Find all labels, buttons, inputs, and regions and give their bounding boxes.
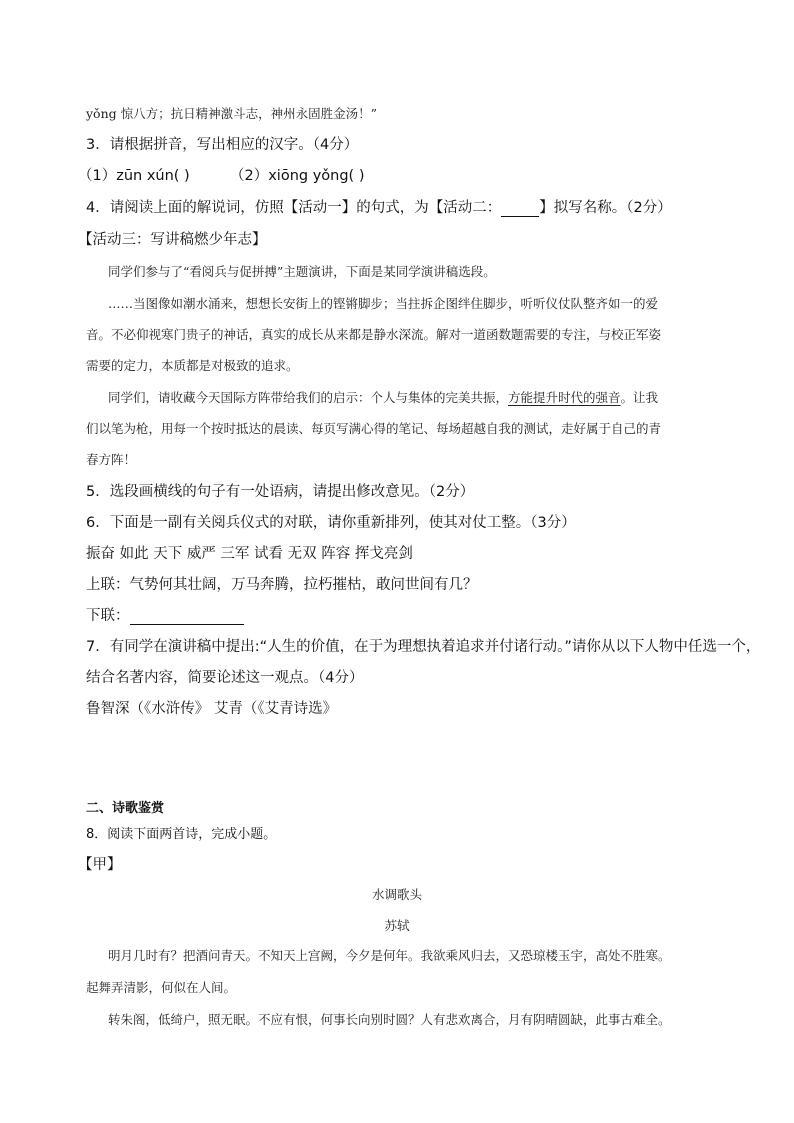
- poem-title: 水调歌头: [371, 887, 422, 902]
- poem-verse: 起舞弄清影，何似在人间。: [86, 980, 237, 995]
- word-list: 振奋 如此 天下 威严 三军 试看 无双 阵容 挥戈亮剑: [86, 546, 413, 562]
- section-heading: 二、诗歌鉴赏: [86, 801, 165, 816]
- paragraph-text: 同学们，请收藏今天国际方阵带给我们的启示：个人与集体的完美共振，: [108, 390, 509, 405]
- paragraph-line: 同学们参与了“看阅兵与促拼搏”主题演讲，下面是某同学演讲稿选段。: [108, 264, 496, 279]
- poem-label-jia: 【甲】: [78, 857, 122, 873]
- paragraph-line: 们以笔为枪，用每一个按时抵达的晨读、每页写满心得的笔记、每场超越自我的测试，走好属于自己的青: [86, 421, 662, 436]
- question-8: 8．阅读下面两首诗，完成小题。: [86, 827, 277, 842]
- paragraph-line: [108, 388, 658, 406]
- paragraph-text: 。让我: [620, 390, 659, 405]
- underlined-sentence: 方能提升时代的强音: [508, 390, 621, 405]
- question-7-options: 鲁智深（《水浒传》 艾青（《艾青诗选》: [86, 701, 338, 717]
- question-3: 3．请根据拼音，写出相应的汉字。（4分）: [86, 137, 359, 153]
- text-line: yǒng 惊八方；抗日精神激斗志，神州永固胜金汤！”: [86, 106, 378, 121]
- paragraph-line: 音。不必仰视寒门贵子的神话，真实的成长从来都是静水深流。解对一道函数题需要的专注，与校正军姿: [86, 327, 662, 342]
- question-4-text: 4．请阅读上面的解说词，仿照【活动一】的句式，为【活动二：: [86, 200, 502, 216]
- activity-3-heading: 【活动三：写讲稿燃少年志】: [78, 232, 267, 248]
- poem-verse: 明月几时有？把酒问青天。不知天上宫阙，今夕是何年。我欲乘风归去，又恐琼楼玉宇，高处不胜寒。: [108, 948, 671, 963]
- question-4: [86, 196, 672, 217]
- answer-blank[interactable]: [130, 624, 244, 625]
- poem-author: 苏轼: [384, 918, 410, 933]
- question-7-cont: 结合名著内容，简要论述这一观点。（4分）: [86, 670, 364, 686]
- paragraph-line: 春方阵！: [86, 452, 137, 467]
- upper-couplet: 上联：气势何其壮阔，万马奔腾，拉朽摧枯，敢问世间有几？: [86, 577, 478, 593]
- poem-verse: 转朱阁，低绮户，照无眠。不应有恨，何事长向别时圆？人有悲欢离合，月有阴晴圆缺，此事古难全。: [108, 1012, 671, 1027]
- question-4-text-end: 】拟写名称。（2分）: [539, 200, 672, 216]
- question-6: 6．下面是一副有关阅兵仪式的对联，请你重新排列，使其对仗工整。（3分）: [86, 515, 576, 531]
- paragraph-line: ……当图像如潮水涌来，想想长安街上的铿锵脚步；当拄拆企图绊住脚步，听听仪仗队整齐如一的爱: [108, 296, 659, 311]
- paragraph-line: 需要的定力，本质都是对极致的追求。: [86, 358, 299, 373]
- question-7: 7．有同学在演讲稿中提出:“人生的价值，在于为理想执着追求并付诸行动。”请你从以下人物中任选一个，: [86, 639, 761, 655]
- question-5: 5．选段画横线的句子有一处语病，请提出修改意见。（2分）: [86, 484, 475, 500]
- question-3-item-1: （1）zūn xún( ): [78, 168, 190, 184]
- question-3-item-2: （2）xiōng yǒng( ): [230, 168, 365, 184]
- answer-blank[interactable]: [501, 216, 539, 217]
- lower-couplet: [86, 604, 244, 625]
- lower-couplet-label: 下联：: [86, 608, 130, 624]
